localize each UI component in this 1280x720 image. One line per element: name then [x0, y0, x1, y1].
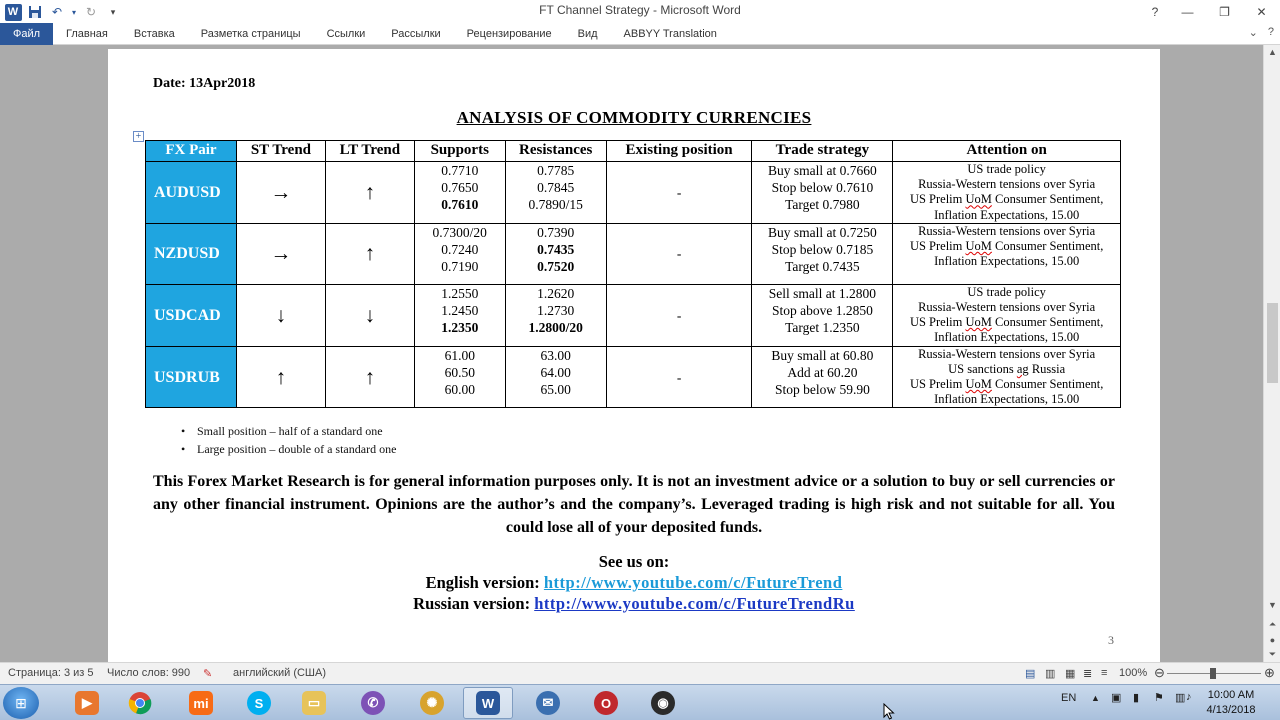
- attention-cell: [893, 284, 1121, 346]
- existing-position-cell: -: [606, 346, 752, 408]
- resistance-level: 0.7435: [537, 241, 575, 257]
- header-st-trend: ST Trend: [236, 141, 325, 162]
- lt-trend-arrow: ↑: [325, 223, 414, 284]
- strategy-line: Target 1.2350: [785, 319, 860, 335]
- app-icon[interactable]: ✺: [407, 687, 457, 719]
- english-channel-link[interactable]: http://www.youtube.com/c/FutureTrend: [543, 573, 843, 592]
- pair-cell: NZDUSD: [146, 223, 237, 284]
- table-header-row: [146, 141, 1121, 162]
- ribbon: [0, 23, 1280, 45]
- attention-cell: [893, 223, 1121, 284]
- strategy-line: Buy small at 60.80: [771, 347, 874, 363]
- show-hidden-icons-icon[interactable]: ▲: [1091, 693, 1100, 703]
- attention-line: US Prelim UoM Consumer Sentiment,: [909, 239, 1104, 254]
- mouse-cursor-icon: [883, 703, 895, 720]
- opera-icon[interactable]: O: [581, 687, 631, 719]
- zoom-in-icon[interactable]: ⊕: [1264, 665, 1275, 680]
- system-clock[interactable]: [1196, 688, 1266, 718]
- table-row: [146, 223, 1121, 284]
- support-level: 0.7240: [441, 241, 479, 257]
- pair-cell: USDCAD: [146, 284, 237, 346]
- supports-cell: [414, 223, 505, 284]
- document-page[interactable]: [108, 49, 1160, 662]
- spellcheck-flag[interactable]: UoM: [965, 239, 992, 254]
- resistance-level: 1.2620: [537, 285, 575, 301]
- customize-qat-icon[interactable]: ▾: [110, 6, 116, 17]
- attention-line: Inflation Expectations, 15.00: [934, 207, 1080, 222]
- table-row: [146, 284, 1121, 346]
- strategy-line: Stop below 0.7610: [771, 180, 874, 195]
- action-center-flag-icon[interactable]: ⚑: [1154, 692, 1164, 704]
- clock-date: 4/13/2018: [1206, 704, 1256, 716]
- trade-strategy-cell: [752, 223, 893, 284]
- resistances-cell: [505, 284, 606, 346]
- thunderbird-icon[interactable]: ✉: [523, 687, 573, 719]
- resistance-level: 63.00: [540, 347, 571, 363]
- document-heading: ANALYSIS OF COMMODITY CURRENCIES: [456, 108, 812, 127]
- full-screen-reading-icon[interactable]: ▥: [1045, 668, 1056, 680]
- attention-line: US Prelim UoM Consumer Sentiment,: [909, 315, 1104, 330]
- tab-view[interactable]: Вид: [577, 28, 598, 40]
- strategy-line: Sell small at 1.2800: [768, 285, 877, 301]
- tab-review[interactable]: Рецензирование: [466, 28, 552, 40]
- status-bar: [0, 662, 1280, 684]
- russian-channel-link[interactable]: http://www.youtube.com/c/FutureTrendRu: [534, 594, 855, 613]
- existing-position-cell: -: [606, 284, 752, 346]
- trade-strategy-cell: [752, 284, 893, 346]
- tab-home[interactable]: Главная: [66, 28, 108, 40]
- word-count[interactable]: Число слов: 990: [107, 667, 191, 679]
- spellcheck-flag[interactable]: UoM: [965, 315, 992, 330]
- table-row: [146, 346, 1121, 408]
- pair-cell: AUDUSD: [146, 162, 237, 224]
- input-language[interactable]: EN: [1061, 692, 1077, 704]
- support-level: 61.00: [444, 347, 475, 363]
- fx-analysis-table[interactable]: [145, 140, 1121, 408]
- undo-icon[interactable]: ↶: [51, 5, 63, 19]
- support-level: 60.00: [444, 381, 475, 397]
- spellcheck-flag[interactable]: UoM: [965, 192, 992, 207]
- support-level: 0.7610: [441, 197, 479, 212]
- supports-cell: [414, 284, 505, 346]
- list-item: • Small position – half of a standard one: [181, 422, 396, 440]
- attention-cell: [893, 162, 1121, 224]
- strategy-line: Stop above 1.2850: [771, 302, 873, 318]
- skype-icon[interactable]: S: [234, 687, 284, 719]
- language-indicator[interactable]: английский (США): [233, 667, 327, 679]
- resistance-level: 0.7890/15: [528, 197, 583, 212]
- minimize-icon[interactable]: —: [1181, 4, 1194, 19]
- attention-line: US sanctions ag Russia: [948, 361, 1066, 376]
- page-counter[interactable]: Страница: 3 из 5: [8, 667, 94, 679]
- ribbon-tabs: [53, 23, 730, 45]
- header-lt-trend: LT Trend: [325, 141, 414, 162]
- resistance-level: 0.7845: [537, 180, 575, 195]
- chrome-icon[interactable]: [115, 687, 165, 719]
- st-trend-arrow: →: [236, 223, 325, 284]
- table-move-handle-icon[interactable]: +: [133, 131, 144, 142]
- strategy-line: Target 0.7435: [785, 258, 860, 274]
- attention-line: Russia-Western tensions over Syria: [918, 177, 1096, 192]
- page-number: 3: [1108, 633, 1114, 647]
- russian-version-label: Russian version:: [413, 594, 535, 613]
- scroll-down-icon[interactable]: ▼: [1268, 600, 1277, 610]
- strategy-line: Buy small at 0.7660: [768, 163, 877, 178]
- russian-version-line: [108, 594, 1160, 614]
- draft-icon[interactable]: ≡: [1101, 667, 1108, 679]
- supports-cell: [414, 346, 505, 408]
- support-level: 0.7710: [441, 163, 479, 178]
- strategy-line: Buy small at 0.7250: [768, 224, 877, 240]
- lt-trend-arrow: ↑: [325, 162, 414, 224]
- file-explorer-icon[interactable]: ▭: [289, 687, 339, 719]
- attention-cell: [893, 346, 1121, 408]
- st-trend-arrow: ↑: [236, 346, 325, 408]
- support-level: 60.50: [444, 364, 475, 380]
- tray-app-icon[interactable]: ▣: [1111, 692, 1122, 704]
- attention-line: Russia-Western tensions over Syria: [918, 223, 1096, 238]
- next-page-icon[interactable]: ⏷: [1268, 649, 1277, 659]
- document-area: [0, 45, 1280, 662]
- resistance-level: 1.2730: [537, 302, 575, 318]
- position-size-notes: [181, 422, 396, 458]
- browse-object-icon[interactable]: ●: [1269, 635, 1276, 645]
- spellcheck-flag[interactable]: UoM: [965, 377, 992, 392]
- proofing-icon[interactable]: ✎: [203, 668, 213, 680]
- tab-file[interactable]: Файл: [0, 23, 53, 45]
- strategy-line: Target 0.7980: [785, 197, 860, 212]
- spellcheck-flag[interactable]: ag: [1016, 361, 1029, 376]
- attention-line: US trade policy: [967, 284, 1046, 299]
- header-supports: Supports: [414, 141, 505, 162]
- attention-line: Inflation Expectations, 15.00: [934, 254, 1080, 269]
- web-layout-icon[interactable]: ▦: [1065, 668, 1076, 680]
- expand-ribbon-icon[interactable]: ⌄: [1248, 27, 1258, 39]
- tab-abbyy-translation[interactable]: ABBYY Translation: [623, 28, 717, 40]
- st-trend-arrow: →: [236, 162, 325, 224]
- resistances-cell: [505, 223, 606, 284]
- resistance-level: 1.2800/20: [528, 319, 583, 335]
- resistance-level: 65.00: [540, 381, 571, 397]
- support-level: 1.2550: [441, 285, 479, 301]
- lt-trend-arrow: ↓: [325, 284, 414, 346]
- outline-icon[interactable]: ≣: [1083, 668, 1093, 680]
- existing-position-cell: -: [606, 162, 752, 224]
- attention-line: US Prelim UoM Consumer Sentiment,: [909, 377, 1104, 392]
- trade-strategy-cell: [752, 346, 893, 408]
- support-level: 0.7190: [441, 258, 479, 274]
- see-us-heading: See us on:: [598, 552, 670, 571]
- media-player-icon[interactable]: ▶: [62, 687, 112, 719]
- help-circle-icon[interactable]: ?: [1267, 26, 1274, 38]
- zoom-level[interactable]: 100%: [1119, 667, 1148, 679]
- start-button[interactable]: ⊞: [3, 687, 39, 719]
- support-level: 0.7300/20: [432, 224, 487, 240]
- header-fx-pair: FX Pair: [146, 141, 237, 162]
- viber-icon[interactable]: ✆: [348, 687, 398, 719]
- redo-icon[interactable]: ↻: [85, 5, 97, 19]
- tab-mailings[interactable]: Рассылки: [391, 28, 441, 40]
- close-icon[interactable]: ✕: [1256, 4, 1267, 19]
- st-trend-arrow: ↓: [236, 284, 325, 346]
- undo-dropdown-icon[interactable]: ▾: [71, 7, 76, 17]
- help-icon[interactable]: ?: [1151, 4, 1159, 19]
- tab-references[interactable]: Ссылки: [326, 28, 366, 40]
- zoom-slider-handle[interactable]: [1210, 668, 1216, 679]
- taskbar: [0, 684, 1280, 720]
- obs-icon[interactable]: ◉: [638, 687, 688, 719]
- attention-line: Inflation Expectations, 15.00: [934, 392, 1080, 407]
- word-app-icon[interactable]: W: [4, 3, 22, 21]
- resistances-cell: [505, 346, 606, 408]
- english-version-label: English version:: [425, 573, 544, 592]
- lt-trend-arrow: ↑: [325, 346, 414, 408]
- disclaimer-text: This Forex Market Research is for general information purposes only. It is not an investment advice or a solution to buy or sell currencies or any other financial instrument. Opinions are the author’s and the company’s. Leveraged trading is high risk and not suitable for all. You could lose all of your deposited funds.: [153, 473, 1115, 536]
- title-bar: [0, 0, 1280, 23]
- mi-icon[interactable]: mi: [176, 687, 226, 719]
- tab-insert[interactable]: Вставка: [133, 28, 175, 40]
- pair-cell: USDRUB: [146, 346, 237, 408]
- tab-page-layout[interactable]: Разметка страницы: [200, 28, 301, 40]
- restore-icon[interactable]: ❐: [1219, 4, 1230, 19]
- attention-line: Russia-Western tensions over Syria: [918, 346, 1096, 361]
- strategy-line: Stop below 59.90: [774, 381, 870, 397]
- support-level: 1.2450: [441, 302, 479, 318]
- resistance-level: 0.7390: [537, 224, 575, 240]
- existing-position-cell: -: [606, 223, 752, 284]
- support-level: 0.7650: [441, 180, 479, 195]
- resistance-level: 0.7785: [537, 163, 575, 178]
- attention-line: US trade policy: [967, 162, 1046, 176]
- attention-line: US Prelim UoM Consumer Sentiment,: [909, 192, 1104, 207]
- attention-line: Russia-Western tensions over Syria: [918, 300, 1096, 315]
- header-existing-position: Existing position: [606, 141, 752, 162]
- strategy-line: Add at 60.20: [787, 364, 858, 380]
- support-level: 1.2350: [441, 319, 479, 335]
- power-icon[interactable]: ▮: [1133, 692, 1140, 704]
- resistances-cell: [505, 162, 606, 224]
- resistance-level: 0.7520: [537, 258, 575, 274]
- scroll-up-icon[interactable]: ▲: [1268, 47, 1277, 57]
- supports-cell: [414, 162, 505, 224]
- volume-icon[interactable]: ♪: [1186, 691, 1192, 703]
- window-title: FT Channel Strategy - Microsoft Word: [539, 3, 741, 17]
- header-resistances: Resistances: [505, 141, 606, 162]
- scrollbar-thumb[interactable]: [1267, 303, 1278, 383]
- table-row: [146, 162, 1121, 224]
- document-date: Date: 13Apr2018: [153, 76, 256, 91]
- previous-page-icon[interactable]: ⏶: [1268, 619, 1277, 629]
- word-taskbar-icon[interactable]: W: [463, 687, 513, 719]
- header-trade-strategy: Trade strategy: [752, 141, 893, 162]
- vertical-scrollbar[interactable]: [1263, 45, 1280, 662]
- trade-strategy-cell: [752, 162, 893, 224]
- strategy-line: Stop below 0.7185: [771, 241, 874, 257]
- network-icon[interactable]: ▥: [1175, 692, 1186, 704]
- list-item: • Large position – double of a standard one: [181, 440, 396, 458]
- zoom-out-icon[interactable]: ⊖: [1154, 665, 1165, 680]
- english-version-line: [108, 573, 1160, 593]
- header-attention-on: Attention on: [893, 141, 1121, 162]
- attention-line: Inflation Expectations, 15.00: [934, 330, 1080, 345]
- resistance-level: 64.00: [540, 364, 571, 380]
- print-layout-icon[interactable]: ▤: [1025, 668, 1036, 680]
- clock-time: 10:00 AM: [1207, 689, 1255, 701]
